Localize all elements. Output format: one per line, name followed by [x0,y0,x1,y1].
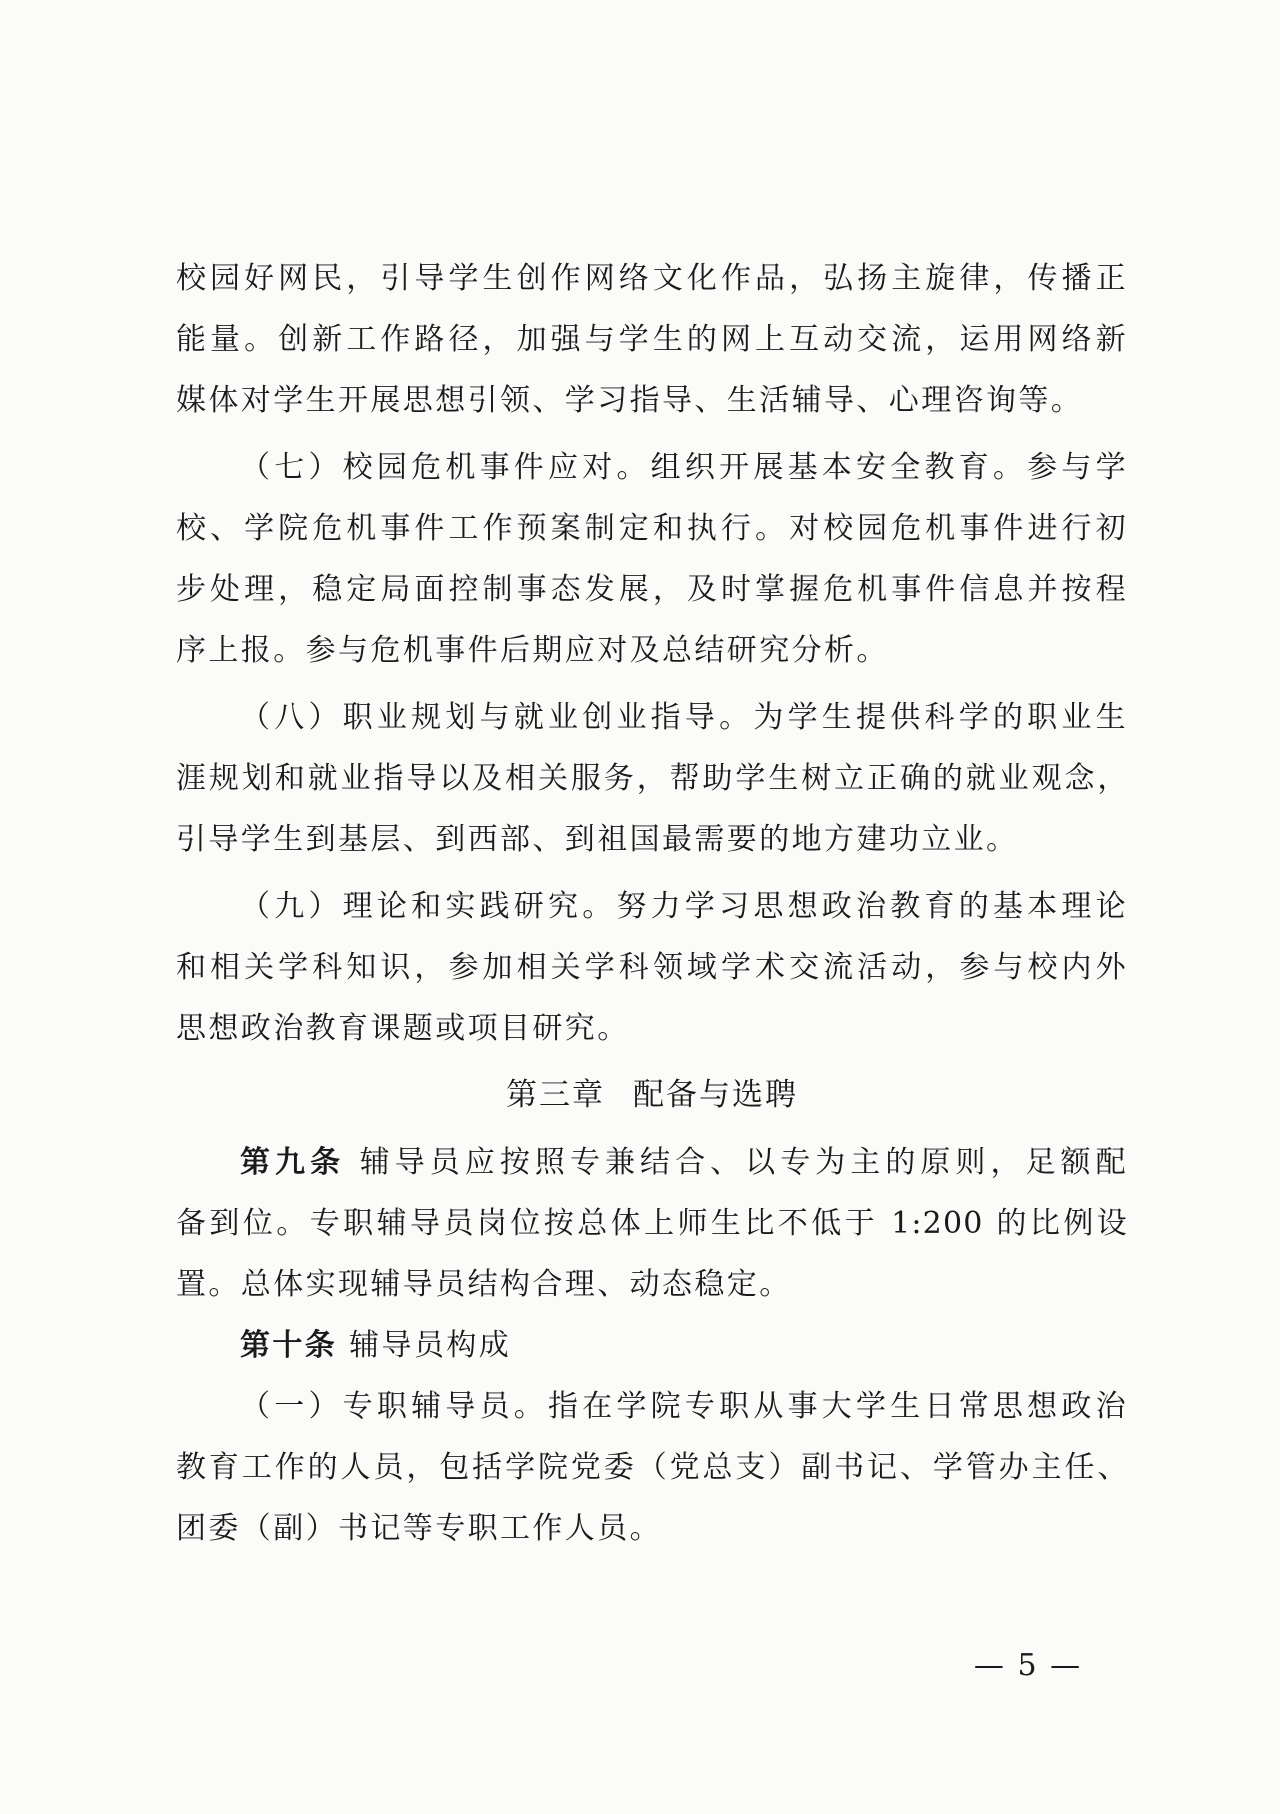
article-9-title: 第九条 [240,1145,346,1180]
item-9-line: （九）理论和实践研究。努力学习思想政治教育的基本理论 [240,889,1128,924]
article-10-line [176,1315,1128,1376]
item-8-line: 引导学生到基层、到西部、到祖国最需要的地方建功立业。 [176,822,1019,857]
item-9-line: 思想政治教育课题或项目研究。 [176,1011,630,1046]
item-7-line: 步处理，稳定局面控制事态发展，及时掌握危机事件信息并按程 [176,572,1128,607]
chapter-heading [176,1065,1128,1126]
text-line: 能量。创新工作路径，加强与学生的网上互动交流，运用网络新 [176,322,1128,357]
sub-item-1-line: 教育工作的人员，包括学院党委（党总支）副书记、学管办主任、 [176,1450,1128,1485]
item-7-line: 序上报。参与危机事件后期应对及总结研究分析。 [176,633,889,668]
article-10-text: 辅导员构成 [349,1328,512,1363]
item-8-line: （八）职业规划与就业创业指导。为学生提供科学的职业生 [240,700,1128,735]
sub-item-1-line: （一）专职辅导员。指在学院专职从事大学生日常思想政治 [240,1389,1128,1424]
item-8-line: 涯规划和就业指导以及相关服务，帮助学生树立正确的就业观念， [176,761,1128,796]
sub-item-1-line: 团委（副）书记等专职工作人员。 [176,1511,662,1546]
text-line: 媒体对学生开展思想引领、学习指导、生活辅导、心理咨询等。 [176,383,1084,418]
text-line: 校园好网民，引导学生创作网络文化作品，弘扬主旋律，传播正 [176,261,1128,296]
article-9-text: 辅导员应按照专兼结合、以专为主的原则，足额配 [359,1145,1128,1180]
chapter-number: 第三章 [506,1077,605,1113]
item-7-line: 校、学院危机事件工作预案制定和执行。对校园危机事件进行初 [176,511,1128,546]
body-text [176,248,1128,1559]
chapter-title: 配备与选聘 [633,1077,798,1113]
item-9-line: 和相关学科知识，参加相关学科领域学术交流活动，参与校内外 [176,950,1128,985]
article-10-title: 第十条 [240,1328,338,1363]
item-7-line: （七）校园危机事件应对。组织开展基本安全教育。参与学 [240,450,1128,485]
article-9-line [176,1132,1128,1193]
article-9-line: 备到位。专职辅导员岗位按总体上师生比不低于 1:200 的比例设 [176,1206,1128,1241]
page-number: — 5 — [973,1648,1083,1683]
article-9-line: 置。总体实现辅导员结构合理、动态稳定。 [176,1267,792,1302]
